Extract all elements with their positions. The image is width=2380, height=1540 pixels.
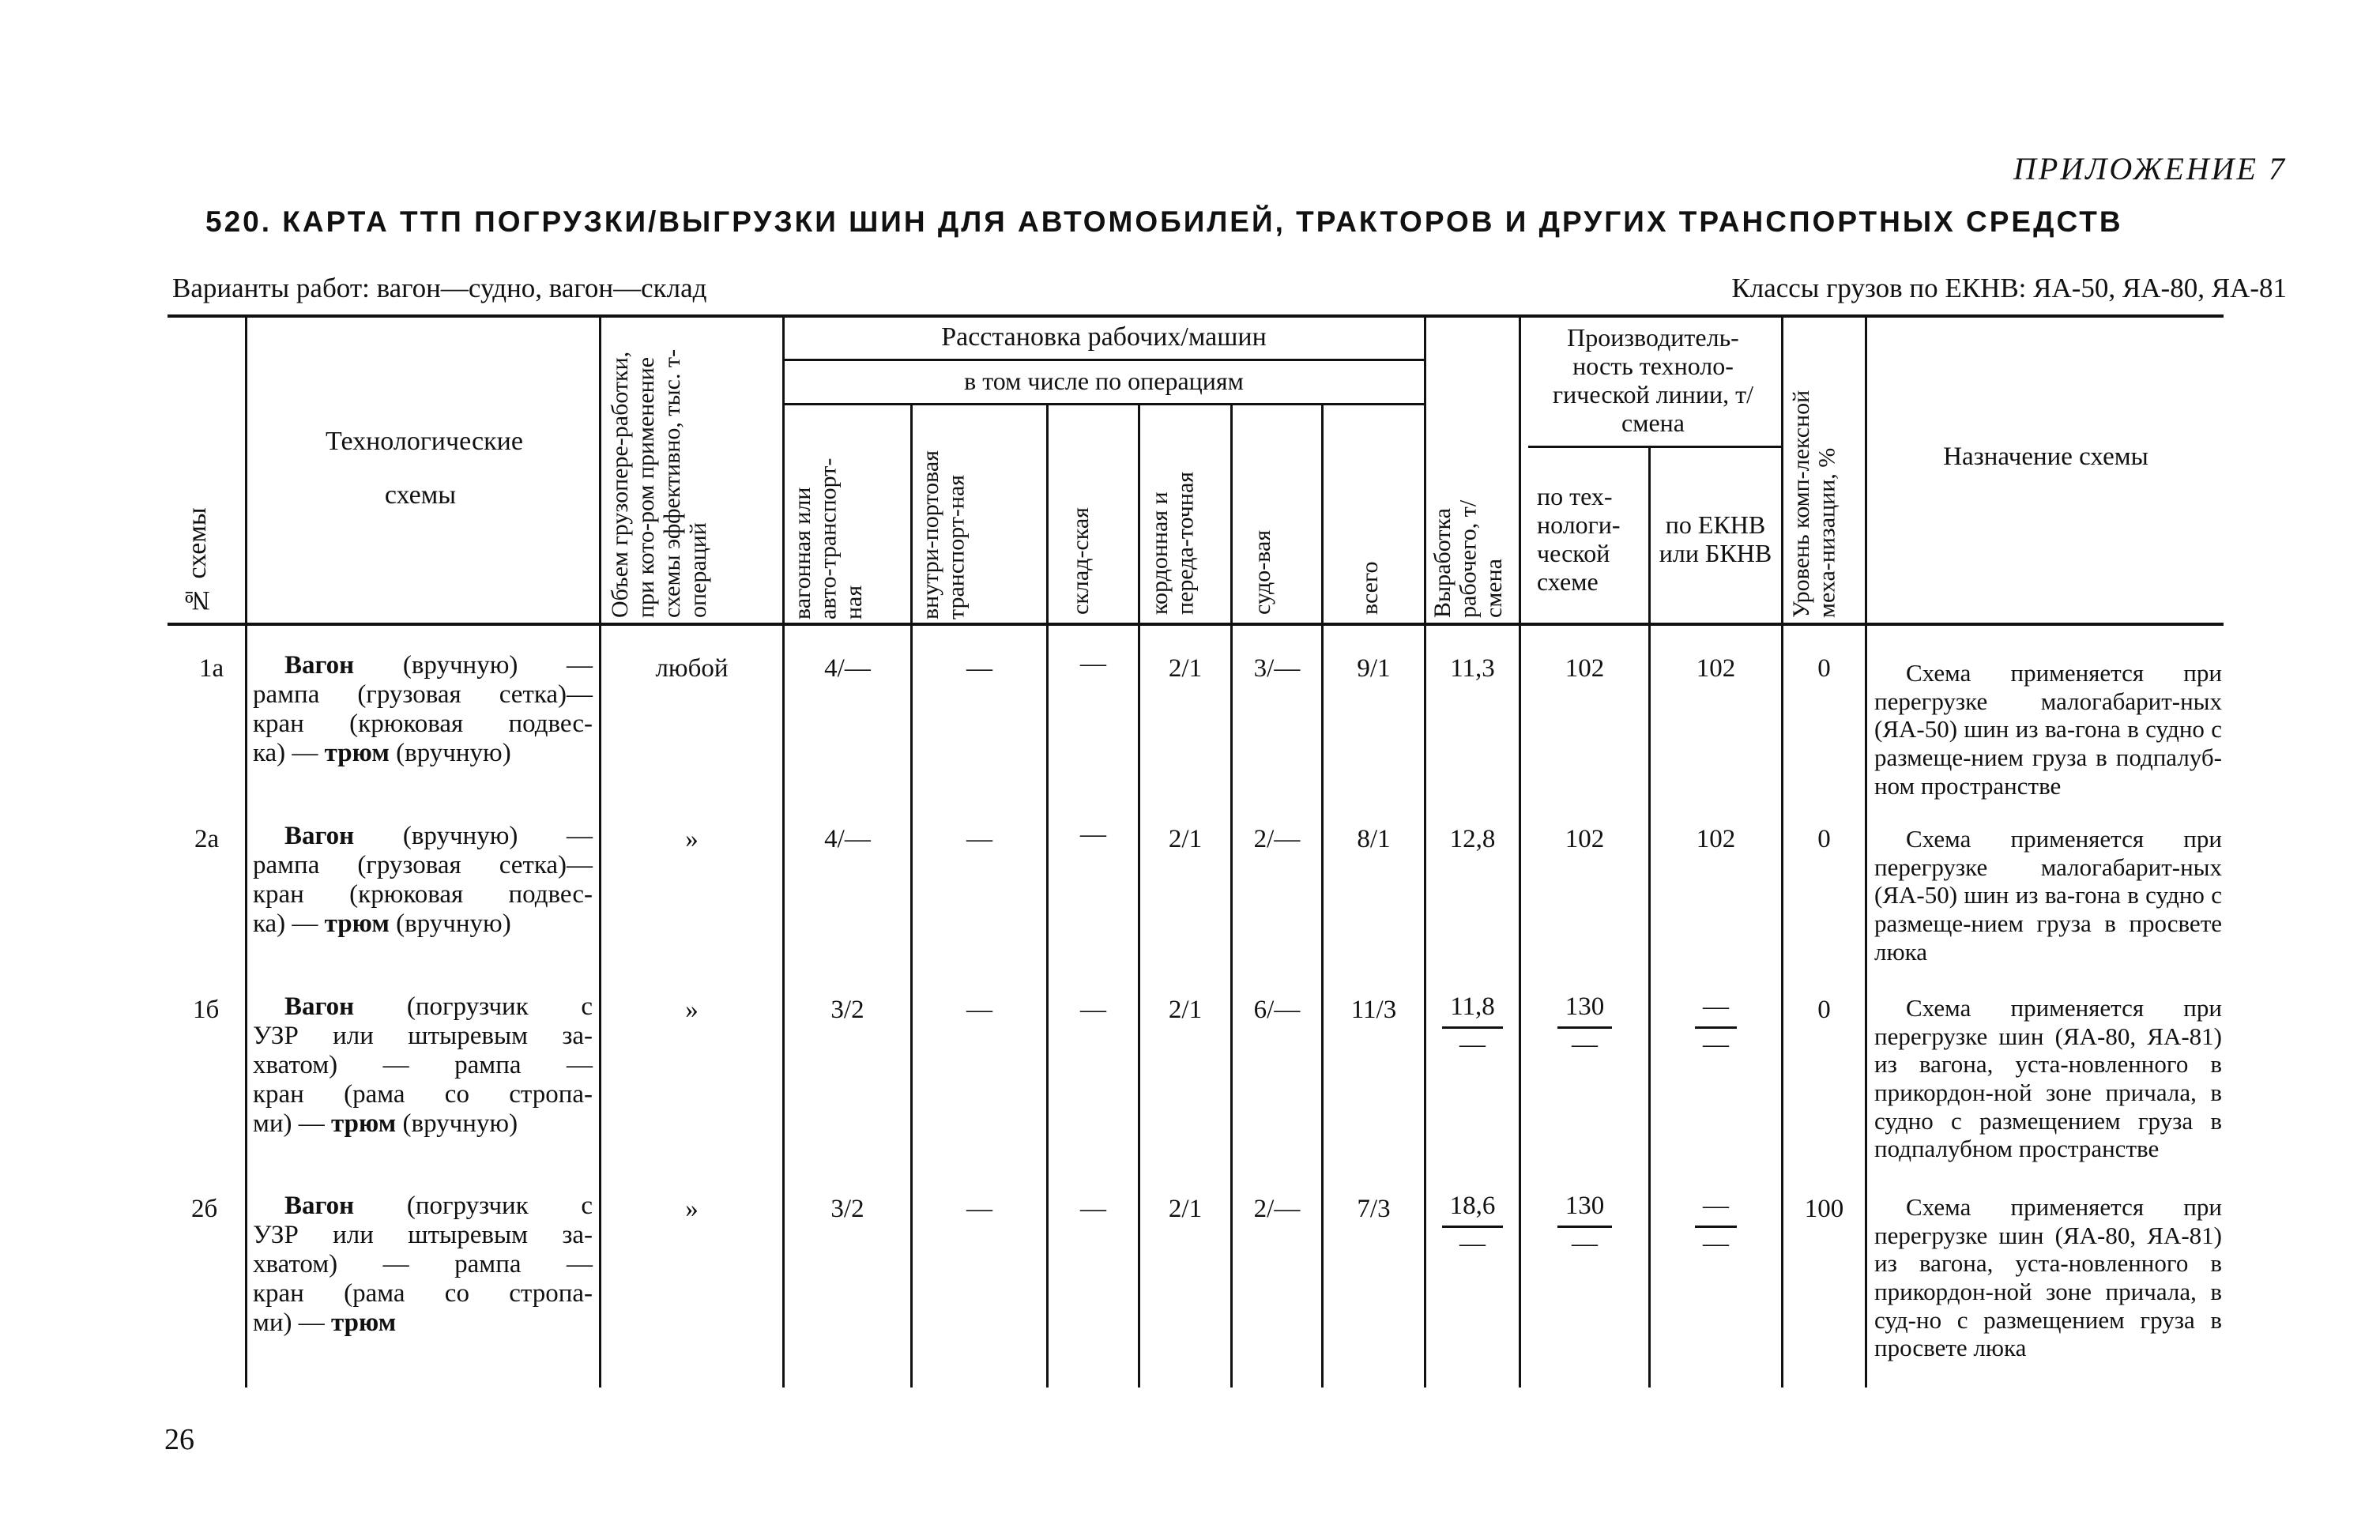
scheme-line-text: (вручную) — [402,651,593,680]
scheme-line: УЗР или штыревым за- [253,1021,593,1050]
prod-ekhv-fraction [1695,992,1737,1060]
prod-ekhv-fraction [1695,1192,1737,1259]
prod-scheme-fraction [1557,992,1613,1060]
row-mechanization: 0 [1817,996,1831,1024]
header-op-cordon [1147,449,1226,615]
scheme-line [253,1308,593,1338]
header-op-total: всего [1357,561,1383,615]
scheme-line [253,822,593,851]
row-op-warehouse: — [1080,996,1106,1024]
row-op-ship: 2/— [1253,1195,1301,1223]
productivity-rule [1528,446,1781,448]
row-prod-scheme [1521,1192,1648,1259]
scheme-line [253,739,593,768]
row-op-cordon: 2/1 [1168,1195,1203,1223]
operations-rule [782,403,1424,405]
page-number: 26 [164,1423,194,1456]
header-output [1430,449,1517,618]
placement-rule [782,359,1424,361]
row-scheme-no: 2б [191,1195,218,1223]
row-output [1426,1192,1519,1259]
scheme-line [253,992,593,1022]
fraction-numerator: 130 [1557,1192,1613,1228]
col-rule [245,314,247,1388]
row-op-warehouse: — [1080,650,1106,678]
row-purpose: Схема применяется при перегрузке малогабарит-ных (ЯА-50) шин из ва-гона в судно с размеще-нием груза в просвете люка [1874,825,2222,966]
col-rule [1321,403,1324,1388]
scheme-line [253,909,593,939]
row-op-ship: 3/— [1253,654,1301,683]
header-tech-schemes [254,409,586,528]
row-tech-scheme [253,1192,593,1338]
scheme-line-text: (вручную) — [402,822,593,850]
row-volume: любой [655,654,729,683]
row-mechanization: 100 [1804,1195,1844,1223]
scheme-line: кран (рама со стропа- [253,1278,593,1308]
row-prod-ekhv [1651,992,1781,1060]
row-op-cordon: 2/1 [1168,825,1203,853]
header-volume [607,327,773,618]
scheme-start: Вагон [284,992,355,1021]
row-mechanization: 0 [1817,654,1831,683]
scheme-line-text: (погрузчик с [406,992,593,1021]
header-op-cordon-text: кордонная и переда-точная [1147,471,1199,615]
header-op-wagon-text: вагонная или авто-транспорт-ная [789,457,867,619]
ttp-table [168,314,2224,1388]
fraction-denominator: — [1459,1030,1486,1059]
row-tech-scheme [253,992,593,1139]
row-op-total: 9/1 [1357,654,1391,683]
scheme-line [253,1109,593,1139]
header-op-ship-text: судо-вая [1249,529,1275,615]
header-by-operations: в том числе по операциям [964,367,1244,396]
output-fraction [1442,1192,1504,1259]
row-scheme-no: 1а [199,654,224,683]
header-mechanization-text: Уровень комп-лексной меха-низации, % [1788,390,1840,618]
scheme-line [253,651,593,680]
fraction-numerator: 130 [1557,992,1613,1029]
fraction-numerator: — [1695,992,1737,1029]
header-productivity-text: Производитель-ность техноло-гической линии, т/смена [1553,323,1753,437]
header-op-warehouse [1068,488,1132,615]
output-fraction [1442,992,1503,1060]
col-rule [1046,403,1049,1388]
row-output [1426,992,1519,1060]
header-tech-schemes-text: Технологические схемы [326,427,523,510]
header-output-text: Выработка рабочего, т/смена [1429,499,1507,618]
scheme-line-text: (вручную) [389,738,511,767]
scheme-line-text: ми) — [253,1308,332,1337]
row-scheme-no: 2а [194,825,220,853]
header-op-intraport-text: внутри-портовая транспорт-ная [917,450,970,619]
row-op-warehouse: — [1080,1195,1106,1223]
scheme-end: трюм [331,1109,397,1138]
header-mechanization [1789,330,1862,618]
scheme-line: кран (рама со стропа- [253,1079,593,1109]
scheme-line: кран (крюковая подвес- [253,879,593,909]
row-op-total: 11/3 [1350,996,1397,1024]
fraction-numerator: 11,8 [1442,992,1503,1029]
row-op-wagon: 4/— [824,654,871,683]
scheme-end: трюм [324,738,390,767]
scheme-line: хватом) — рампа — [253,1249,593,1278]
header-op-warehouse-text: склад-ская [1068,507,1094,615]
header-op-intraport [918,433,1043,619]
scheme-line: рампа (грузовая сетка)— [253,680,593,709]
header-bottom-rule [168,623,2224,626]
row-volume: » [685,825,699,853]
row-op-ship: 2/— [1253,825,1301,853]
col-rule [910,403,913,1388]
fraction-denominator: — [1703,1229,1729,1258]
header-prod-by-scheme-text: по тех-нологи-ческой схеме [1537,482,1621,596]
row-purpose: Схема применяется при перегрузке малогабарит-ных (ЯА-50) шин из ва-гона в судно с размеще-нием груза в подпалуб-ном пространстве [1874,659,2222,800]
row-prod-scheme: 102 [1565,825,1605,853]
row-op-wagon: 4/— [824,825,871,853]
col-rule [1865,314,1867,1388]
scheme-start: Вагон [284,651,355,680]
prod-scheme-fraction [1557,1192,1613,1259]
scheme-line: кран (крюковая подвес- [253,709,593,738]
row-mechanization: 0 [1817,825,1831,853]
header-prod-by-ekhv-text: по ЕКНВ или БКНВ [1659,510,1772,567]
fraction-denominator: — [1459,1229,1486,1258]
row-purpose: Схема применяется при перегрузке шин (ЯА-80, ЯА-81) из вагона, уста-новленного в прикордон-ной зоне причала, в суд-но с размещением груза в просвете люка [1874,1193,2222,1362]
scheme-line-text: (погрузчик с [406,1192,593,1220]
row-purpose: Схема применяется при перегрузке шин (ЯА-80, ЯА-81) из вагона, уста-новленного в прикордон-ной зоне причала, в судно с размещением груза в подпалубном пространстве [1874,994,2222,1163]
col-rule [1138,403,1140,1388]
row-scheme-no: 1б [193,996,220,1024]
row-prod-ekhv: 102 [1696,825,1736,853]
col-rule [1230,403,1233,1388]
header-productivity [1528,318,1778,444]
scheme-start: Вагон [284,1192,355,1220]
header-op-wagon [790,433,907,619]
fraction-numerator: — [1695,1192,1737,1228]
fraction-denominator: — [1572,1229,1598,1258]
row-op-wagon: 3/2 [830,1195,864,1223]
row-output: 12,8 [1449,825,1496,853]
scheme-line-text: ка) — [253,909,325,938]
fraction-numerator: 18,6 [1442,1192,1504,1228]
scheme-line-text: ми) — [253,1109,332,1138]
row-op-intraport: — [966,825,992,853]
row-volume: » [685,996,699,1024]
scheme-line: рампа (грузовая сетка)— [253,850,593,879]
scheme-line: УЗР или штыревым за- [253,1220,593,1249]
row-op-ship: 6/— [1253,996,1301,1024]
header-scheme-no: № схемы [183,507,212,615]
row-op-warehouse: — [1080,820,1106,849]
row-prod-scheme [1521,992,1648,1060]
header-purpose: Назначение схемы [1943,442,2148,471]
header-op-ship [1250,528,1313,615]
header-prod-by-ekhv [1651,480,1779,599]
scheme-line-text: (вручную) [396,1109,518,1138]
row-output: 11,3 [1450,654,1495,683]
cargo-classes: Классы грузов по ЕКНВ: ЯА-50, ЯА-80, ЯА-81 [1731,273,2287,303]
appendix-label: ПРИЛОЖЕНИЕ 7 [2013,151,2287,186]
scheme-end: трюм [331,1308,397,1337]
row-op-intraport: — [966,996,992,1024]
row-prod-ekhv: 102 [1696,654,1736,683]
row-volume: » [685,1195,699,1223]
scheme-end: трюм [324,909,390,938]
row-tech-scheme [253,822,593,939]
scheme-line [253,1192,593,1221]
row-op-total: 7/3 [1357,1195,1391,1223]
scheme-line-text: ка) — [253,738,325,767]
header-prod-by-scheme [1522,473,1647,607]
fraction-denominator: — [1703,1030,1729,1059]
fraction-denominator: — [1572,1030,1598,1059]
row-op-intraport: — [966,654,992,683]
row-op-cordon: 2/1 [1168,654,1203,683]
page-title: 520. КАРТА ТТП ПОГРУЗКИ/ВЫГРУЗКИ ШИН ДЛЯ АВТОМОБИЛЕЙ, ТРАКТОРОВ И ДРУГИХ ТРАНСПОРТНЫХ СРЕДСТВ [205,205,2123,238]
row-op-total: 8/1 [1357,825,1391,853]
row-op-wagon: 3/2 [830,996,864,1024]
header-placement: Расстановка рабочих/машин [941,322,1267,352]
row-op-intraport: — [966,1195,992,1223]
header-volume-text: Объем грузопере-работки, при кото-ром применение схемы эффективно, тыс. т-операций [607,348,711,618]
scheme-start: Вагон [284,822,355,850]
row-prod-ekhv [1651,1192,1781,1259]
row-prod-scheme: 102 [1565,654,1605,683]
work-variants: Варианты работ: вагон—судно, вагон—склад [172,273,707,303]
scheme-line: хватом) — рампа — [253,1050,593,1079]
row-op-cordon: 2/1 [1168,996,1203,1024]
row-tech-scheme [253,651,593,768]
scheme-line-text: (вручную) [389,909,511,938]
